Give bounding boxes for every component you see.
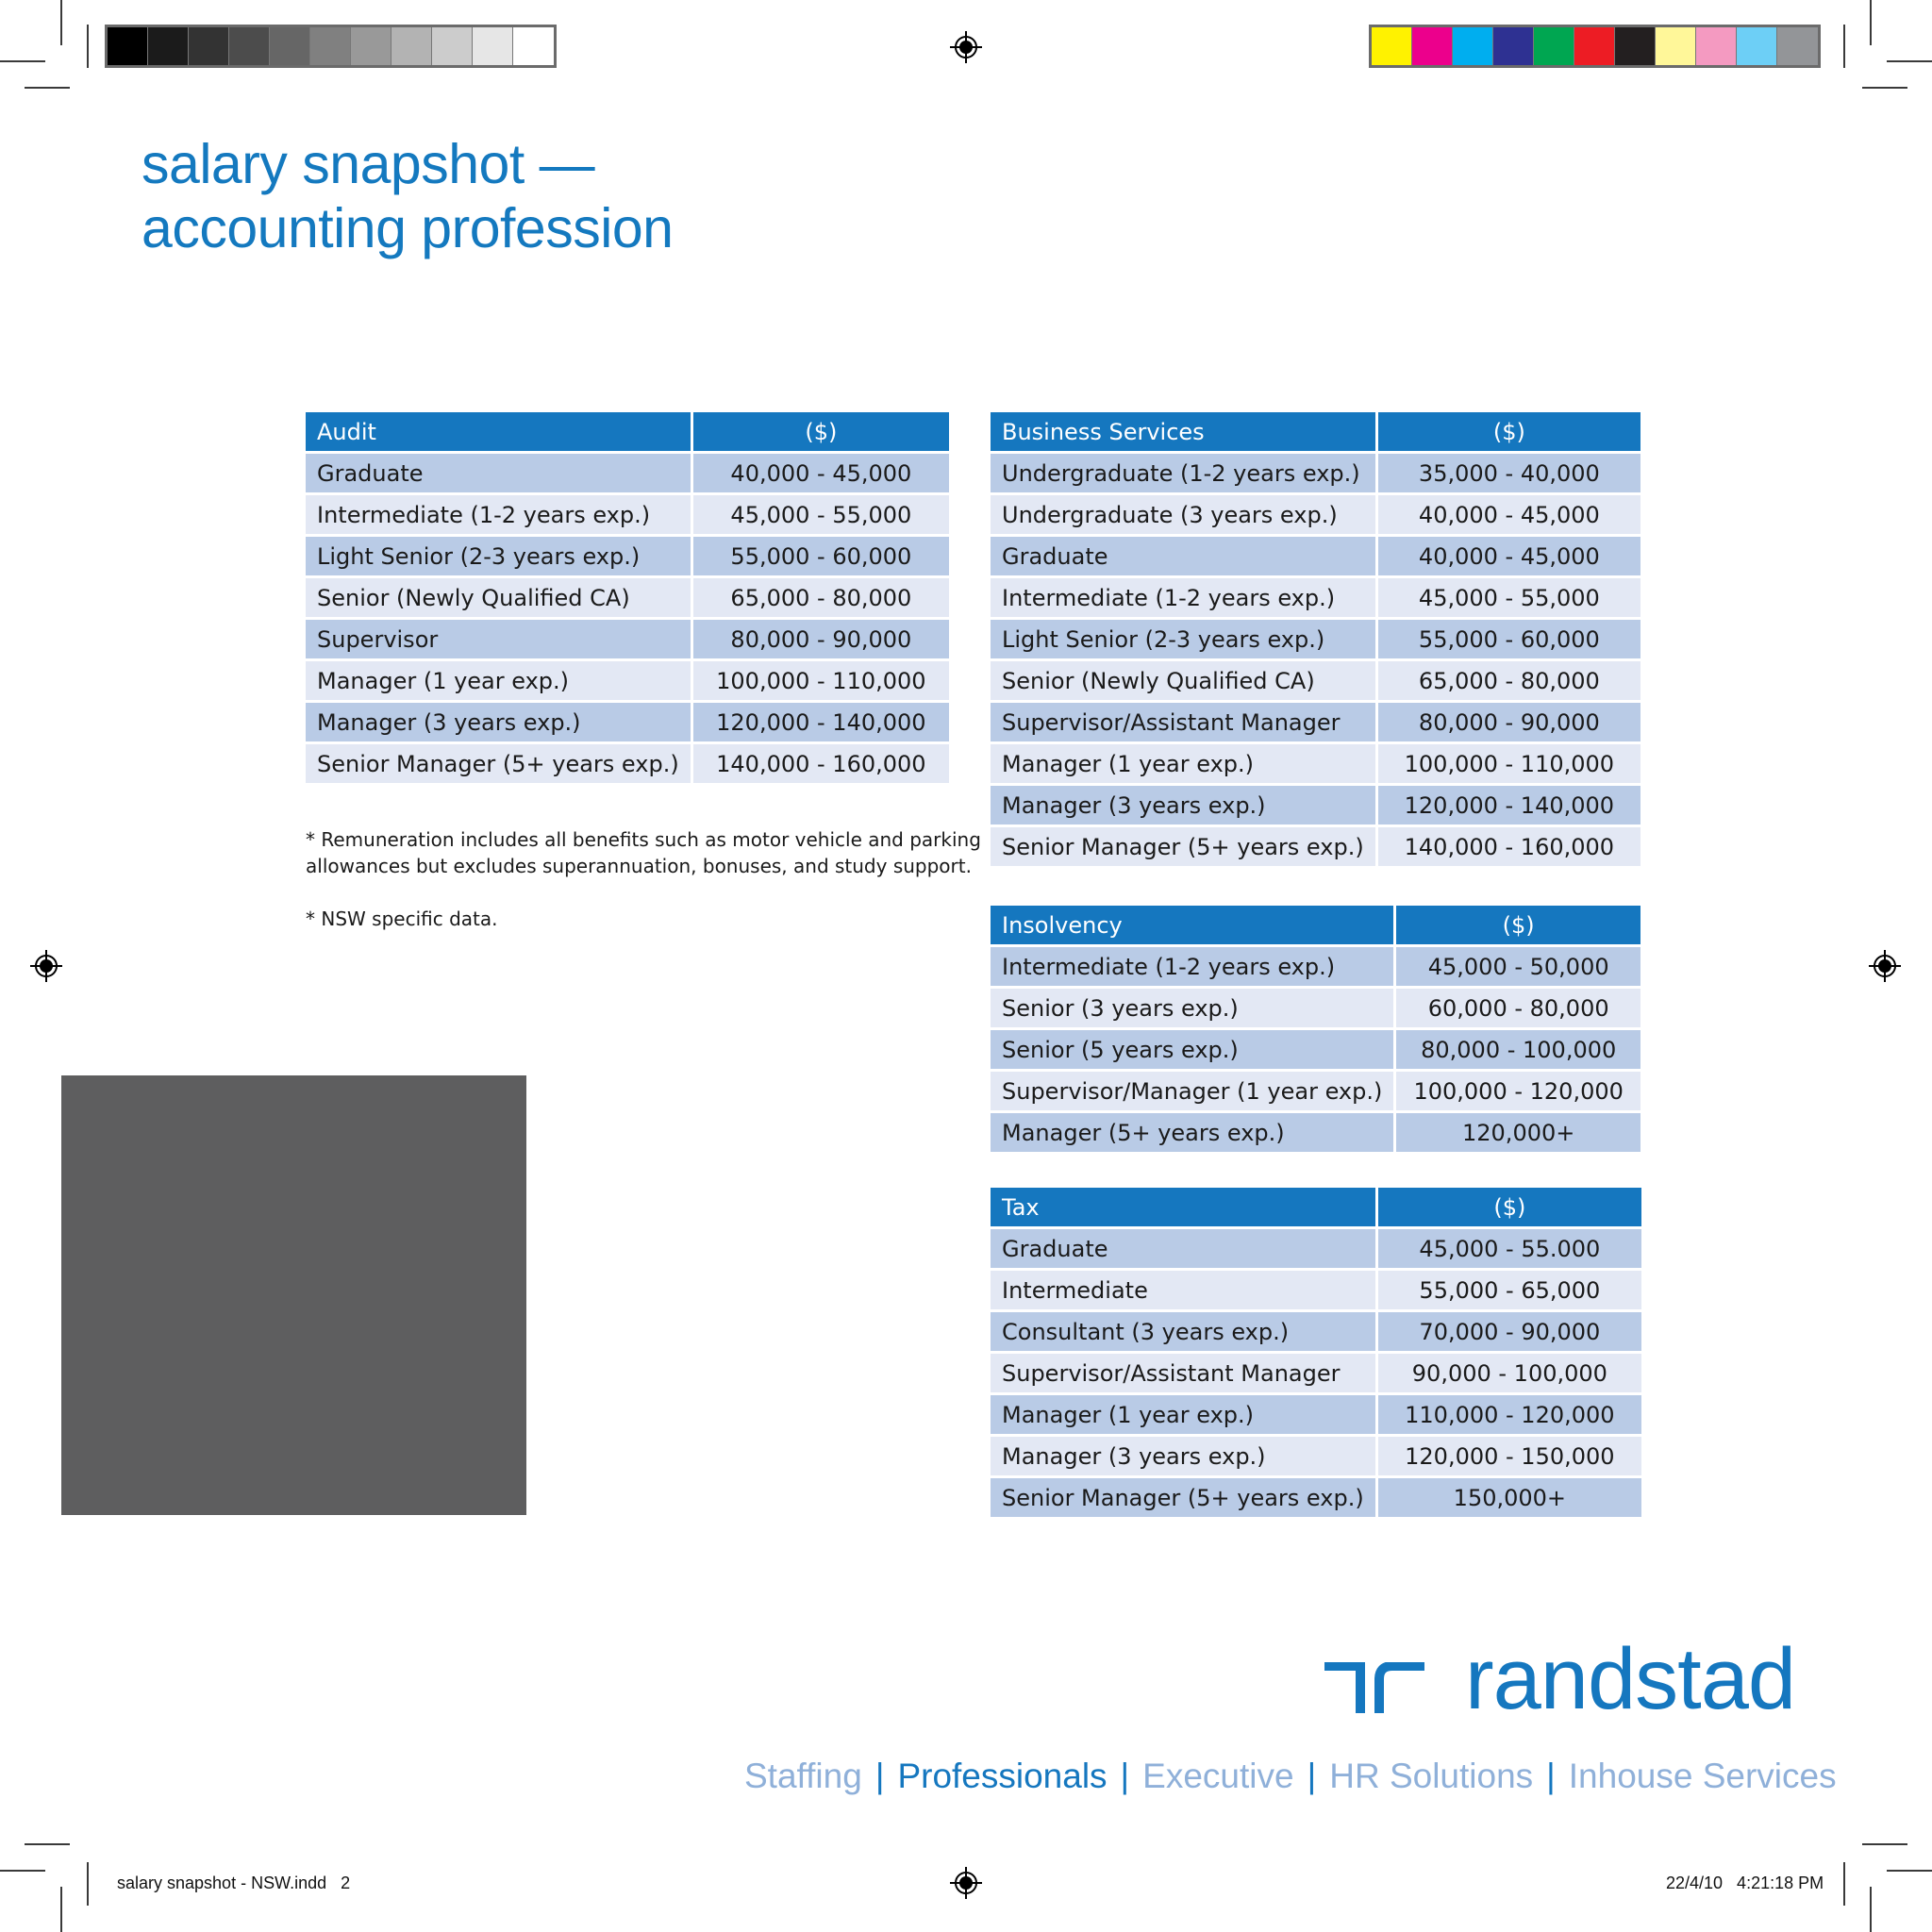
role-cell: Manager (1 year exp.) xyxy=(306,661,691,700)
table-row xyxy=(991,1354,1641,1392)
table-row xyxy=(306,537,949,575)
crop-mark xyxy=(1887,60,1932,62)
role-cell: Senior Manager (5+ years exp.) xyxy=(991,1478,1375,1517)
salary-range-cell: 55,000 - 60,000 xyxy=(691,537,949,575)
table-unit-heading: ($) xyxy=(1375,1188,1641,1226)
salary-range-cell: 120,000 - 140,000 xyxy=(691,703,949,741)
color-swatch xyxy=(432,27,473,65)
color-swatch xyxy=(229,27,270,65)
color-swatch xyxy=(1615,27,1656,65)
registration-mark-top xyxy=(950,31,982,63)
salary-range-cell: 140,000 - 160,000 xyxy=(1375,827,1641,866)
table-row xyxy=(991,454,1641,492)
role-cell: Supervisor xyxy=(306,620,691,658)
crop-mark xyxy=(25,1843,70,1845)
tagline-separator: | xyxy=(874,1757,885,1795)
role-cell: Senior Manager (5+ years exp.) xyxy=(306,744,691,783)
business-services-salary-table xyxy=(991,409,1641,869)
color-swatch xyxy=(1412,27,1453,65)
table-row xyxy=(991,744,1641,783)
role-cell: Senior (Newly Qualified CA) xyxy=(991,661,1375,700)
title-line-2: accounting profession xyxy=(142,197,674,259)
registration-mark-left xyxy=(30,950,62,982)
table-row xyxy=(306,661,949,700)
salary-range-cell: 150,000+ xyxy=(1375,1478,1641,1517)
table-row xyxy=(991,989,1641,1027)
salary-range-cell: 90,000 - 100,000 xyxy=(1375,1354,1641,1392)
role-cell: Undergraduate (1-2 years exp.) xyxy=(991,454,1375,492)
role-cell: Manager (3 years exp.) xyxy=(306,703,691,741)
role-cell: Light Senior (2-3 years exp.) xyxy=(991,620,1375,658)
table-row xyxy=(991,786,1641,824)
role-cell: Light Senior (2-3 years exp.) xyxy=(306,537,691,575)
color-swatch xyxy=(1777,27,1818,65)
color-swatch xyxy=(351,27,391,65)
salary-range-cell: 120,000+ xyxy=(1393,1113,1641,1152)
registration-mark-bottom xyxy=(950,1867,982,1899)
role-cell: Supervisor/Assistant Manager xyxy=(991,1354,1375,1392)
salary-range-cell: 45,000 - 55,000 xyxy=(691,495,949,534)
slug-datetime: 22/4/10 4:21:18 PM xyxy=(1666,1874,1824,1892)
salary-range-cell: 65,000 - 80,000 xyxy=(691,578,949,617)
role-cell: Senior (5 years exp.) xyxy=(991,1030,1393,1069)
color-swatch xyxy=(310,27,351,65)
crop-mark xyxy=(1887,1870,1932,1872)
note-line: * Remuneration includes all benefits such as motor vehicle and parking xyxy=(306,828,981,851)
crop-mark xyxy=(1862,87,1907,89)
role-cell: Manager (3 years exp.) xyxy=(991,786,1375,824)
tagline-item: Executive xyxy=(1142,1757,1294,1795)
color-swatch xyxy=(1696,27,1737,65)
crop-mark xyxy=(25,87,70,89)
tagline-separator: | xyxy=(1546,1757,1556,1795)
salary-range-cell: 100,000 - 110,000 xyxy=(691,661,949,700)
salary-range-cell: 45,000 - 55,000 xyxy=(1375,578,1641,617)
role-cell: Consultant (3 years exp.) xyxy=(991,1312,1375,1351)
salary-range-cell: 40,000 - 45,000 xyxy=(1375,495,1641,534)
brand-name: randstad xyxy=(1465,1631,1796,1727)
role-cell: Senior Manager (5+ years exp.) xyxy=(991,827,1375,866)
note-line: allowances but excludes superannuation, bonuses, and study support. xyxy=(306,855,972,877)
table-heading: Business Services xyxy=(991,412,1375,451)
table-unit-heading: ($) xyxy=(1375,412,1641,451)
table-row xyxy=(991,703,1641,741)
crop-mark xyxy=(0,1870,45,1872)
role-cell: Intermediate xyxy=(991,1271,1375,1309)
randstad-logo-mark-icon xyxy=(1324,1662,1424,1713)
tax-salary-table xyxy=(991,1185,1641,1520)
role-cell: Graduate xyxy=(306,454,691,492)
table-unit-heading: ($) xyxy=(691,412,949,451)
color-swatch xyxy=(513,27,554,65)
tagline-item: HR Solutions xyxy=(1329,1757,1534,1795)
crop-mark xyxy=(1843,1862,1845,1906)
role-cell: Intermediate (1-2 years exp.) xyxy=(991,578,1375,617)
table-row xyxy=(991,620,1641,658)
table-row xyxy=(306,703,949,741)
table-row xyxy=(306,454,949,492)
nsw-note: * NSW specific data. xyxy=(306,908,498,930)
salary-range-cell: 140,000 - 160,000 xyxy=(691,744,949,783)
role-cell: Graduate xyxy=(991,537,1375,575)
table-row xyxy=(991,1478,1641,1517)
salary-range-cell: 80,000 - 90,000 xyxy=(691,620,949,658)
role-cell: Senior (Newly Qualified CA) xyxy=(306,578,691,617)
tagline-separator: | xyxy=(1307,1757,1317,1795)
table-row xyxy=(991,827,1641,866)
color-swatch xyxy=(1493,27,1534,65)
color-swatch xyxy=(1453,27,1493,65)
crop-mark xyxy=(60,1887,62,1932)
color-swatch xyxy=(189,27,229,65)
salary-range-cell: 45,000 - 50,000 xyxy=(1393,947,1641,986)
color-swatch xyxy=(148,27,189,65)
page-title xyxy=(142,132,673,260)
salary-range-cell: 40,000 - 45,000 xyxy=(691,454,949,492)
role-cell: Manager (1 year exp.) xyxy=(991,744,1375,783)
color-swatch xyxy=(1372,27,1412,65)
table-row xyxy=(991,1395,1641,1434)
table-row xyxy=(991,495,1641,534)
role-cell: Manager (5+ years exp.) xyxy=(991,1113,1393,1152)
color-swatch xyxy=(108,27,148,65)
table-row xyxy=(306,744,949,783)
salary-range-cell: 55,000 - 65,000 xyxy=(1375,1271,1641,1309)
role-cell: Graduate xyxy=(991,1229,1375,1268)
table-row xyxy=(991,1437,1641,1475)
salary-range-cell: 80,000 - 90,000 xyxy=(1375,703,1641,741)
tagline-item: Professionals xyxy=(897,1757,1108,1795)
crop-mark xyxy=(87,1862,89,1906)
salary-range-cell: 100,000 - 120,000 xyxy=(1393,1072,1641,1110)
salary-range-cell: 80,000 - 100,000 xyxy=(1393,1030,1641,1069)
table-row xyxy=(991,661,1641,700)
crop-mark xyxy=(1862,1843,1907,1845)
tagline-item: Staffing xyxy=(744,1757,862,1795)
tagline-separator: | xyxy=(1120,1757,1130,1795)
role-cell: Supervisor/Assistant Manager xyxy=(991,703,1375,741)
color-swatch xyxy=(391,27,432,65)
brand-tagline xyxy=(744,1757,1837,1796)
crop-mark xyxy=(60,0,62,45)
salary-range-cell: 55,000 - 60,000 xyxy=(1375,620,1641,658)
table-row xyxy=(991,1229,1641,1268)
salary-range-cell: 65,000 - 80,000 xyxy=(1375,661,1641,700)
color-swatch xyxy=(1534,27,1574,65)
table-row xyxy=(991,1030,1641,1069)
process-color-bar xyxy=(1369,25,1821,68)
crop-mark xyxy=(0,60,45,62)
role-cell: Manager (3 years exp.) xyxy=(991,1437,1375,1475)
color-swatch xyxy=(1656,27,1696,65)
salary-range-cell: 45,000 - 55.000 xyxy=(1375,1229,1641,1268)
slug-file-name: salary snapshot - NSW.indd 2 xyxy=(117,1874,351,1892)
color-swatch xyxy=(270,27,310,65)
table-unit-heading: ($) xyxy=(1393,906,1641,944)
table-heading: Tax xyxy=(991,1188,1375,1226)
salary-range-cell: 40,000 - 45,000 xyxy=(1375,537,1641,575)
tagline-item: Inhouse Services xyxy=(1568,1757,1837,1795)
salary-range-cell: 60,000 - 80,000 xyxy=(1393,989,1641,1027)
insolvency-salary-table xyxy=(991,903,1641,1155)
crop-mark xyxy=(1843,25,1845,68)
table-row xyxy=(306,578,949,617)
audit-salary-table xyxy=(306,409,949,786)
color-swatch xyxy=(473,27,513,65)
table-row xyxy=(991,1113,1641,1152)
salary-range-cell: 35,000 - 40,000 xyxy=(1375,454,1641,492)
crop-mark xyxy=(87,25,89,68)
table-row xyxy=(991,947,1641,986)
role-cell: Intermediate (1-2 years exp.) xyxy=(306,495,691,534)
role-cell: Supervisor/Manager (1 year exp.) xyxy=(991,1072,1393,1110)
table-row xyxy=(306,495,949,534)
table-row xyxy=(991,1072,1641,1110)
salary-range-cell: 110,000 - 120,000 xyxy=(1375,1395,1641,1434)
table-heading: Audit xyxy=(306,412,691,451)
table-row xyxy=(991,1312,1641,1351)
role-cell: Senior (3 years exp.) xyxy=(991,989,1393,1027)
role-cell: Intermediate (1-2 years exp.) xyxy=(991,947,1393,986)
salary-range-cell: 100,000 - 110,000 xyxy=(1375,744,1641,783)
crop-mark xyxy=(1870,0,1872,45)
color-swatch xyxy=(1574,27,1615,65)
crop-mark xyxy=(1870,1887,1872,1932)
title-line-1: salary snapshot — xyxy=(142,133,595,195)
color-swatch xyxy=(1737,27,1777,65)
grayscale-color-bar xyxy=(105,25,557,68)
salary-range-cell: 70,000 - 90,000 xyxy=(1375,1312,1641,1351)
table-row xyxy=(991,537,1641,575)
image-placeholder xyxy=(61,1075,526,1515)
table-row xyxy=(991,1271,1641,1309)
table-row xyxy=(306,620,949,658)
table-row xyxy=(991,578,1641,617)
table-heading: Insolvency xyxy=(991,906,1393,944)
remuneration-note xyxy=(306,826,981,879)
role-cell: Undergraduate (3 years exp.) xyxy=(991,495,1375,534)
registration-mark-right xyxy=(1869,950,1901,982)
salary-range-cell: 120,000 - 140,000 xyxy=(1375,786,1641,824)
salary-range-cell: 120,000 - 150,000 xyxy=(1375,1437,1641,1475)
role-cell: Manager (1 year exp.) xyxy=(991,1395,1375,1434)
